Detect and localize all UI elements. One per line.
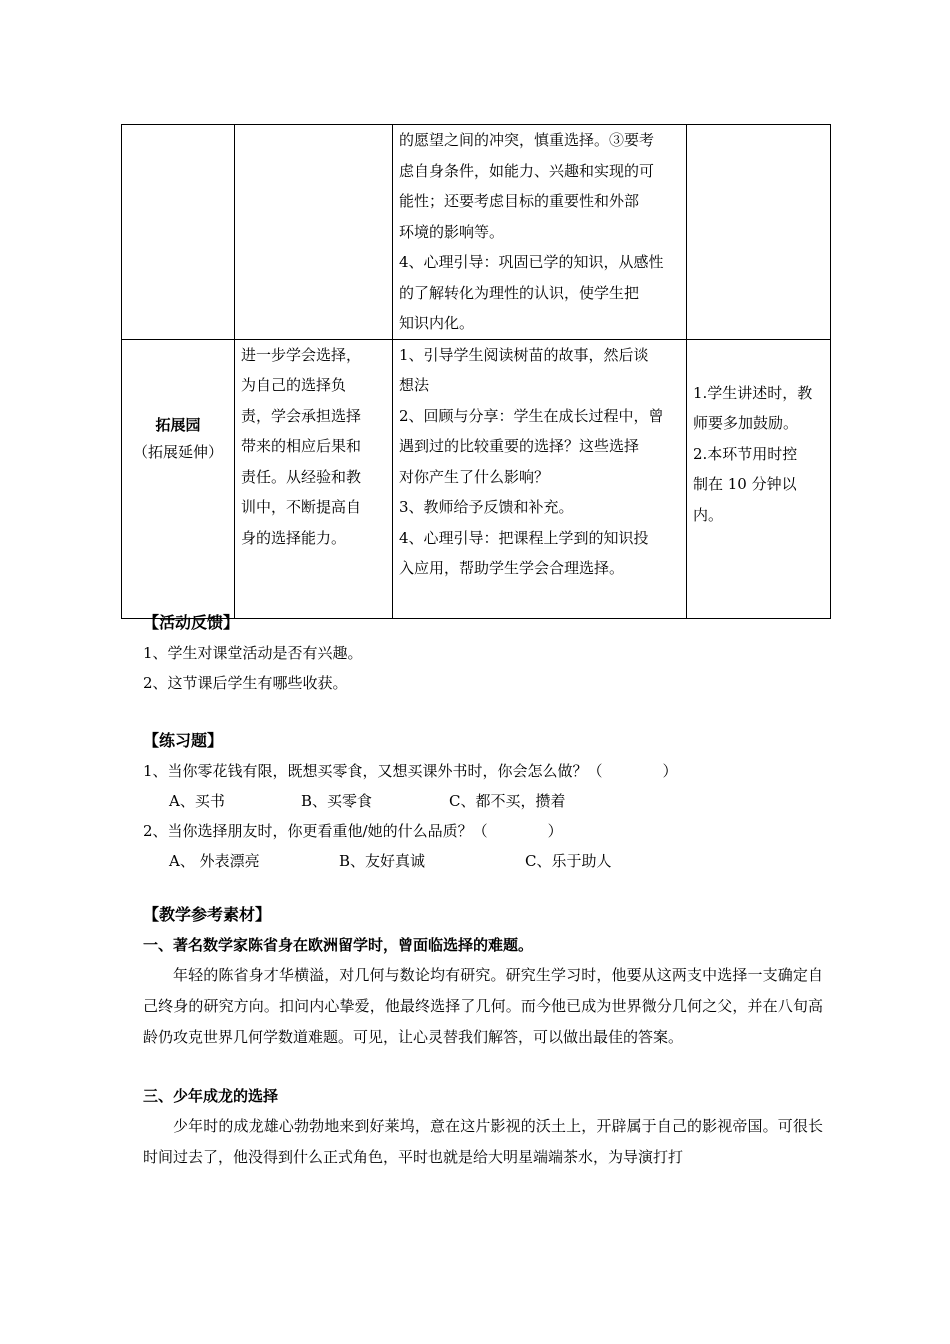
- feedback-section: [143, 608, 823, 698]
- process-line: 的愿望之间的冲突，慎重选择。③要考: [399, 131, 655, 149]
- process-line: 1、引导学生阅读树苗的故事，然后谈: [399, 345, 649, 364]
- exercises-heading: 【练习题】: [143, 731, 224, 750]
- notes-cell: [687, 125, 831, 340]
- goal-line: 为自己的选择负: [241, 376, 347, 394]
- goal-line: 责任。从经验和教: [241, 467, 362, 486]
- option: B、买零食: [301, 792, 373, 810]
- notes-line: 1.学生讲述时，教: [693, 383, 813, 402]
- process-line: 2、回顾与分享：学生在成长过程中，曾: [399, 406, 664, 425]
- notes-cell: [687, 339, 831, 618]
- process-line: 知识内化。: [399, 314, 475, 332]
- reference-item-title: 三、少年成龙的选择: [143, 1087, 279, 1105]
- question-2-options: [143, 846, 823, 876]
- process-line: 4、心理引导：巩固已学的知识，从感性: [399, 253, 664, 271]
- notes-line: 2.本环节用时控: [693, 444, 798, 463]
- question-1: 1、当你零花钱有限，既想买零食，又想买课外书时，你会怎么做？（ ）: [143, 762, 678, 780]
- option: A、 外表漂亮: [169, 852, 260, 870]
- reference-item-body: 年轻的陈省身才华横溢，对几何与数论均有研究。研究生学习时，他要从这两支中选择一支确定自己终身的研究方向。扣问内心挚爱，他最终选择了几何。而今他已成为世界微分几何之父，并在八旬高龄仍攻克世界几何学数道难题。可见，让心灵替我们解答，可以做出最佳的答案。: [143, 966, 823, 1046]
- stage-subtitle: （拓展延伸）: [132, 442, 223, 461]
- notes-line: 制在 10 分钟以: [693, 475, 797, 493]
- table-row: [122, 339, 831, 618]
- option: B、友好真诚: [339, 852, 426, 870]
- notes-line: 师要多加鼓励。: [693, 414, 799, 432]
- notes-line: 内。: [693, 505, 724, 524]
- process-line: 能性；还要考虑目标的重要性和外部: [399, 192, 640, 210]
- process-line: 入应用，帮助学生学会合理选择。: [399, 559, 625, 577]
- process-line: 的了解转化为理性的认识，使学生把: [399, 283, 640, 302]
- goal-line: 带来的相应后果和: [241, 437, 362, 455]
- option: C、都不买，攒着: [449, 792, 566, 810]
- goal-line: 进一步学会选择，: [241, 345, 362, 364]
- question-1-options: [143, 786, 823, 816]
- goal-line: 责，学会承担选择: [241, 406, 362, 425]
- table-row: [122, 125, 831, 340]
- feedback-heading: 【活动反馈】: [143, 613, 240, 632]
- lesson-plan-table: [121, 124, 831, 619]
- process-line: 想法: [399, 376, 430, 394]
- process-line: 环境的影响等。: [399, 222, 505, 241]
- option: C、乐于助人: [525, 852, 612, 870]
- process-cell: [393, 339, 687, 618]
- stage-cell: [122, 339, 235, 618]
- process-cell: [393, 125, 687, 340]
- reference-heading: 【教学参考素材】: [143, 905, 272, 924]
- process-line: 3、教师给予反馈和补充。: [399, 498, 574, 516]
- feedback-item: 2、这节课后学生有哪些收获。: [143, 674, 348, 692]
- stage-cell: [122, 125, 235, 340]
- process-line: 遇到过的比较重要的选择？这些选择: [399, 437, 640, 455]
- reference-item-body: 少年时的成龙雄心勃勃地来到好莱坞，意在这片影视的沃土上，开辟属于自己的影视帝国。可很长时间过去了，他没得到什么正式角色，平时也就是给大明星端端茶水，为导演打打: [143, 1117, 823, 1166]
- exercises-section: [143, 726, 823, 876]
- question-2: 2、当你选择朋友时，你更看重他/她的什么品质？（ ）: [143, 822, 563, 840]
- goal-cell: [235, 339, 393, 618]
- process-line: 对你产生了什么影响？: [399, 467, 550, 486]
- process-line: 虑自身条件，如能力、兴趣和实现的可: [399, 161, 655, 180]
- goal-line: 训中，不断提高自: [241, 498, 362, 516]
- process-line: 4、心理引导：把课程上学到的知识投: [399, 528, 649, 547]
- stage-title: 拓展园: [155, 415, 201, 434]
- goal-cell: [235, 125, 393, 340]
- goal-line: 身的选择能力。: [241, 528, 347, 547]
- feedback-item: 1、学生对课堂活动是否有兴趣。: [143, 644, 363, 662]
- reference-section: [143, 900, 823, 1173]
- option: A、买书: [169, 792, 225, 810]
- reference-item-title: 一、著名数学家陈省身在欧洲留学时，曾面临选择的难题。: [143, 936, 534, 954]
